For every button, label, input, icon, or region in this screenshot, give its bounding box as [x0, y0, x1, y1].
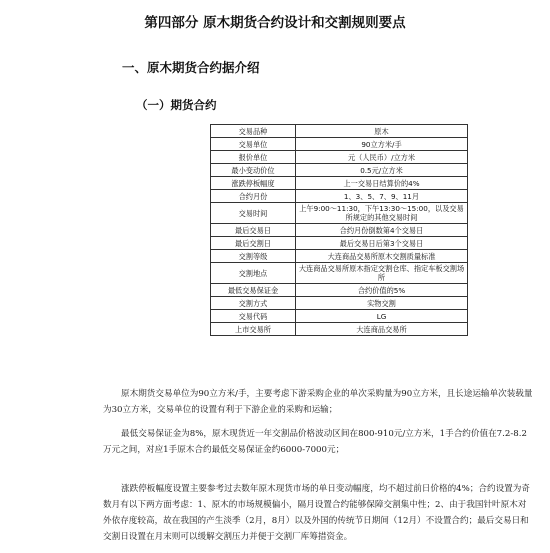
row-key: 交割等级: [211, 250, 296, 263]
row-value: LG: [296, 310, 468, 323]
row-value: 原木: [296, 125, 468, 138]
sub-title: （一）期货合约: [136, 98, 217, 112]
row-key: 交易代码: [211, 310, 296, 323]
row-value: 90立方米/手: [296, 138, 468, 151]
paragraph-margin: 最低交易保证金为8%，原木现货近一年交割品价格波动区间在800-910元/立方米，1手合约价值在7.2-8.2万元之间，对应1手原木合约最低交易保证金约6000-7000元；: [103, 429, 527, 455]
row-key: 交割方式: [211, 297, 296, 310]
table-row: [211, 177, 468, 190]
row-key: 最低交易保证金: [211, 284, 296, 297]
table-row: [211, 138, 468, 151]
row-key: 交易时间: [211, 203, 296, 224]
row-key: 报价单位: [211, 151, 296, 164]
row-key: 涨跌停板幅度: [211, 177, 296, 190]
row-key: 最后交易日: [211, 224, 296, 237]
table-row: [211, 125, 468, 138]
row-key: 合约月份: [211, 190, 296, 203]
row-value: 上一交易日结算价的4%: [296, 177, 468, 190]
table-row: [211, 263, 468, 284]
table-row: [211, 310, 468, 323]
table-row: [211, 297, 468, 310]
row-key: 最小变动价位: [211, 164, 296, 177]
row-key: 交易品种: [211, 125, 296, 138]
row-value: 实物交割: [296, 297, 468, 310]
paragraph-price-limit: 涨跌停板幅度设置主要参考过去数年原木现货市场的单日变动幅度，均不超过前日价格的4%；合约设置为奇数月有以下两方面考虑：1、原木的市场规模偏小，隔月设置合约能够保障交割集中性；2、由于我国针叶原木对外依存度较高，故在我国的产生淡季（2月，8月）以及外国的传统节日期间（12月）不设置合约；最后交易日和交割日设置在月末则可以缓解交割压力并便于交割厂库筹措资金。: [103, 484, 530, 542]
table-row: [211, 284, 468, 297]
row-key: 上市交易所: [211, 323, 296, 336]
row-value: 大连商品交易所: [296, 323, 468, 336]
row-value: 大连商品交易所原木指定交割仓库、指定车板交割场所: [296, 263, 468, 284]
table-row: [211, 224, 468, 237]
table-row: [211, 190, 468, 203]
table-row: [211, 237, 468, 250]
row-value: 大连商品交易所原木交割质量标准: [296, 250, 468, 263]
row-value: 1、3、5、7、9、11月: [296, 190, 468, 203]
table-row: [211, 203, 468, 224]
table-row: [211, 151, 468, 164]
row-key: 交易单位: [211, 138, 296, 151]
row-value: 元（人民币）/立方米: [296, 151, 468, 164]
table-row: [211, 250, 468, 263]
table-row: [211, 164, 468, 177]
row-key: 交割地点: [211, 263, 296, 284]
row-value: 上午9:00～11:30，下午13:30～15:00，以及交易所规定的其他交易时间: [296, 203, 468, 224]
page-title: 第四部分 原木期货合约设计和交割规则要点: [144, 15, 406, 31]
paragraph-trading-unit: 原木期货交易单位为90立方米/手，主要考虑下游采购企业的单次采购量为90立方米，且长途运输单次装载量为30立方米，交易单位的设置有利于下游企业的采购和运输；: [103, 389, 533, 415]
row-value: 合约月份倒数第4个交易日: [296, 224, 468, 237]
row-key: 最后交割日: [211, 237, 296, 250]
section-title: 一、原木期货合约据介绍: [122, 60, 260, 75]
row-value: 合约价值的5%: [296, 284, 468, 297]
table-row: [211, 323, 468, 336]
contract-spec-table: [210, 124, 468, 336]
row-value: 最后交易日后第3个交易日: [296, 237, 468, 250]
row-value: 0.5元/立方米: [296, 164, 468, 177]
